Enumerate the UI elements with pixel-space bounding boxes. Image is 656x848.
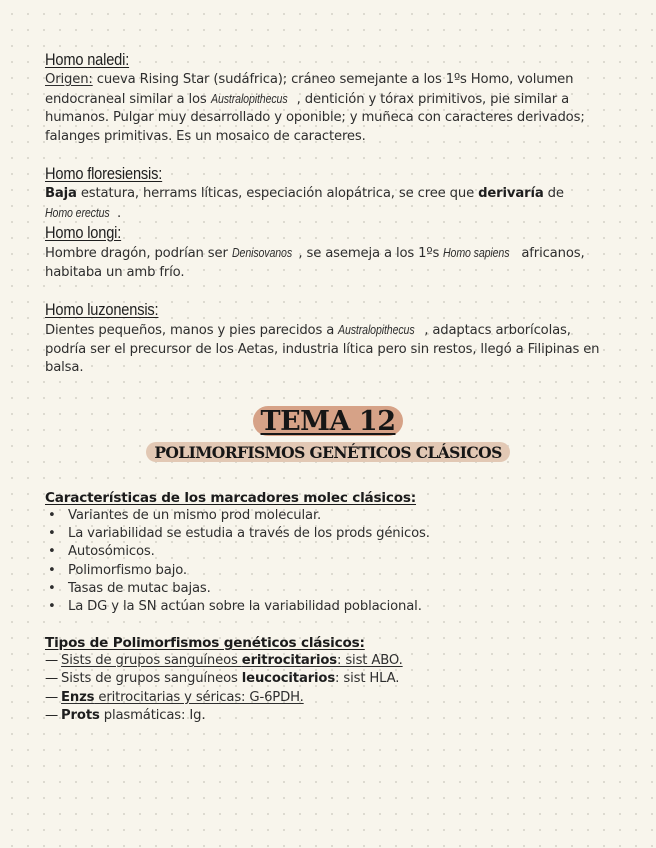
body-text: estatura, herrams líticas, especiación alopátrica, se cree que <box>76 186 479 201</box>
section-body <box>45 185 610 223</box>
dash-marker: — <box>45 653 59 668</box>
list-item <box>45 707 610 725</box>
item-post: : sist HLA. <box>335 671 400 687</box>
list-item: • Variantes de un mismo prod molecular. <box>45 507 610 525</box>
italic-term: Homo erectus <box>45 205 110 220</box>
dash-marker: — <box>45 689 59 705</box>
list-item: • Autosómicos. <box>45 543 610 561</box>
bold-term: derivaría <box>478 186 544 201</box>
section-body <box>45 71 610 146</box>
section-body <box>45 244 610 282</box>
item-pre: Sists de grupos sanguíneos <box>61 653 242 668</box>
bold-term: eritrocitarios <box>241 653 337 668</box>
italic-term: Denisovanos <box>231 246 292 260</box>
bullet-list <box>45 507 610 616</box>
section-body <box>45 321 610 378</box>
origin-label: Origen: <box>45 72 93 87</box>
body-text: , dentición y tórax primitivos, pie similar a humanos. Pulgar muy desarrollado y oponible; y muñeca con caracteres derivados; falanges primitivas. Es un mosaico de caracteres. <box>45 91 585 144</box>
item-text <box>61 671 399 686</box>
italic-term: Australopithecus <box>210 91 288 106</box>
body-text: cueva Rising Star (sudáfrica); cráneo semejante a los 1ºs Homo, volumen endocraneal similar a los <box>45 72 574 107</box>
list-heading: Tipos de Polimorfismos genéticos clásicos: <box>45 635 365 651</box>
bold-term: Enzs <box>61 689 95 705</box>
section-homo-naledi <box>45 50 610 146</box>
bold-term: Prots <box>61 707 100 723</box>
item-pre: Sists de grupos sanguíneos <box>61 671 242 687</box>
tema-title: TEMA 12 <box>253 406 404 436</box>
section-tipos <box>45 635 610 725</box>
body-text: de <box>543 186 564 201</box>
section-homo-floresiensis <box>45 164 610 223</box>
body-text: , se asemeja a los 1ºs <box>298 246 444 261</box>
section-title: Homo longi: <box>45 223 122 242</box>
body-text: africanos, habitaba un amb frío. <box>45 246 585 280</box>
dash-marker: — <box>45 707 59 723</box>
list-item <box>45 689 610 707</box>
tema-header <box>0 406 656 436</box>
body-text: Hombre dragón, podrían ser <box>45 246 232 261</box>
list-item: • Polimorfismo bajo. <box>45 562 610 580</box>
body-text: , adaptacs arborícolas, podría ser el precursor de los Aetas, industria lítica pero sin restos, llegó a Filipinas en balsa. <box>45 323 600 375</box>
item-text <box>61 708 205 723</box>
item-post: plasmáticas: Ig. <box>99 707 206 723</box>
list-heading: Características de los marcadores molec clásicos: <box>45 490 417 506</box>
list-item <box>45 652 610 670</box>
section-title: Homo luzonensis: <box>45 300 159 319</box>
italic-term: Australopithecus <box>338 323 415 337</box>
item-text <box>61 653 403 668</box>
tema-subtitle: POLIMORFISMOS GENÉTICOS CLÁSICOS <box>146 442 509 462</box>
dash-marker: — <box>45 671 59 687</box>
dash-list <box>45 652 610 725</box>
bold-term: leucocitarios <box>241 671 336 687</box>
list-item: • La variabilidad se estudia a través de los prods génicos. <box>45 525 610 543</box>
section-title: Homo floresiensis: <box>45 164 163 183</box>
body-text: Dientes pequeños, manos y pies parecidos a <box>45 323 339 338</box>
tema-subheader <box>0 442 656 462</box>
item-text <box>61 690 304 705</box>
list-item: • Tasas de mutac bajas. <box>45 580 610 598</box>
item-post: : sist ABO. <box>337 653 403 668</box>
body-text: . <box>117 205 122 221</box>
section-title: Homo naledi: <box>45 50 130 69</box>
section-caracteristicas <box>45 490 610 616</box>
section-homo-luzonensis <box>45 300 610 378</box>
item-post: eritrocitarias y séricas: G-6PDH. <box>94 689 304 705</box>
section-homo-longi <box>45 223 610 282</box>
list-item <box>45 670 610 688</box>
bold-term: Baja <box>45 186 77 201</box>
italic-term: Homo sapiens <box>443 246 510 260</box>
list-item: • La DG y la SN actúan sobre la variabilidad poblacional. <box>45 598 610 616</box>
